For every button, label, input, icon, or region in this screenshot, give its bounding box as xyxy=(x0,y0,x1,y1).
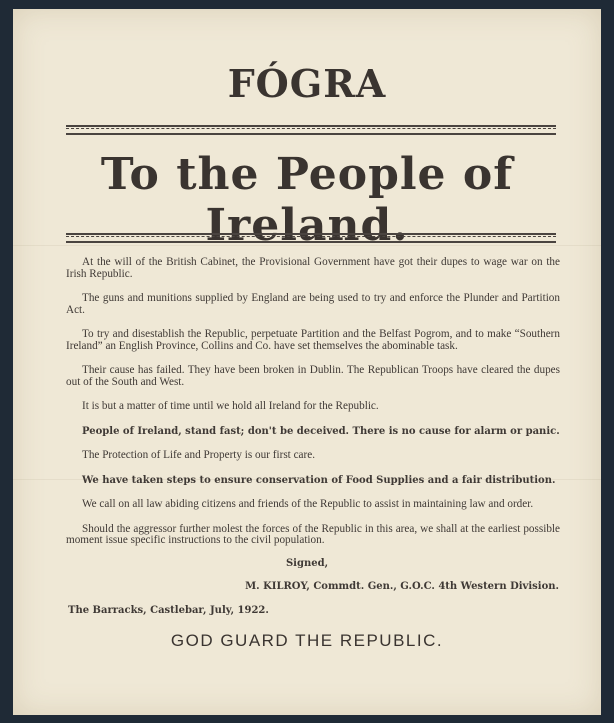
paragraph: Should the aggressor further molest the forces of the Republic in this area, we shall at the earliest possible moment issue specific instructions to the civil population. xyxy=(66,522,560,546)
paragraph-emphasis: People of Ireland, stand fast; don't be deceived. There is no cause for alarm or panic. xyxy=(82,425,560,437)
decorative-rule-top xyxy=(66,125,556,135)
poster-sheet xyxy=(13,9,601,715)
signed-label: Signed, xyxy=(285,558,329,569)
signature-line: M. KILROY, Commdt. Gen., G.O.C. 4th Western Division. xyxy=(245,581,559,592)
paragraph: To try and disestablish the Republic, perpetuate Partition and the Belfast Pogrom, and to make “Southern Ireland” an English Province, Collins and Co. have set themselves the abominable task. xyxy=(66,328,560,352)
paragraph: At the will of the British Cabinet, the Provisional Government have got their dupes to wage war on the Irish Republic. xyxy=(66,256,560,280)
decorative-rule-bottom xyxy=(66,233,556,243)
poster-title: To the People of Ireland. xyxy=(100,149,514,251)
paragraph: The Protection of Life and Property is our first care. xyxy=(82,449,315,461)
paragraph: We call on all law abiding citizens and friends of the Republic to assist in maintaining law and order. xyxy=(82,498,534,510)
dateline: The Barracks, Castlebar, July, 1922. xyxy=(68,605,269,616)
paragraph-emphasis: We have taken steps to ensure conservation of Food Supplies and a fair distribution. xyxy=(82,474,556,486)
closing-slogan: GOD GUARD THE REPUBLIC. xyxy=(170,631,444,650)
paragraph: It is but a matter of time until we hold all Ireland for the Republic. xyxy=(82,400,379,412)
paragraph: Their cause has failed. They have been broken in Dublin. The Republican Troops have cleared the dupes out of the South and West. xyxy=(66,364,560,388)
paragraph: The guns and munitions supplied by England are being used to try and enforce the Plunder and Partition Act. xyxy=(66,292,560,316)
poster-heading: FÓGRA xyxy=(227,61,387,106)
poster-body xyxy=(66,257,560,560)
